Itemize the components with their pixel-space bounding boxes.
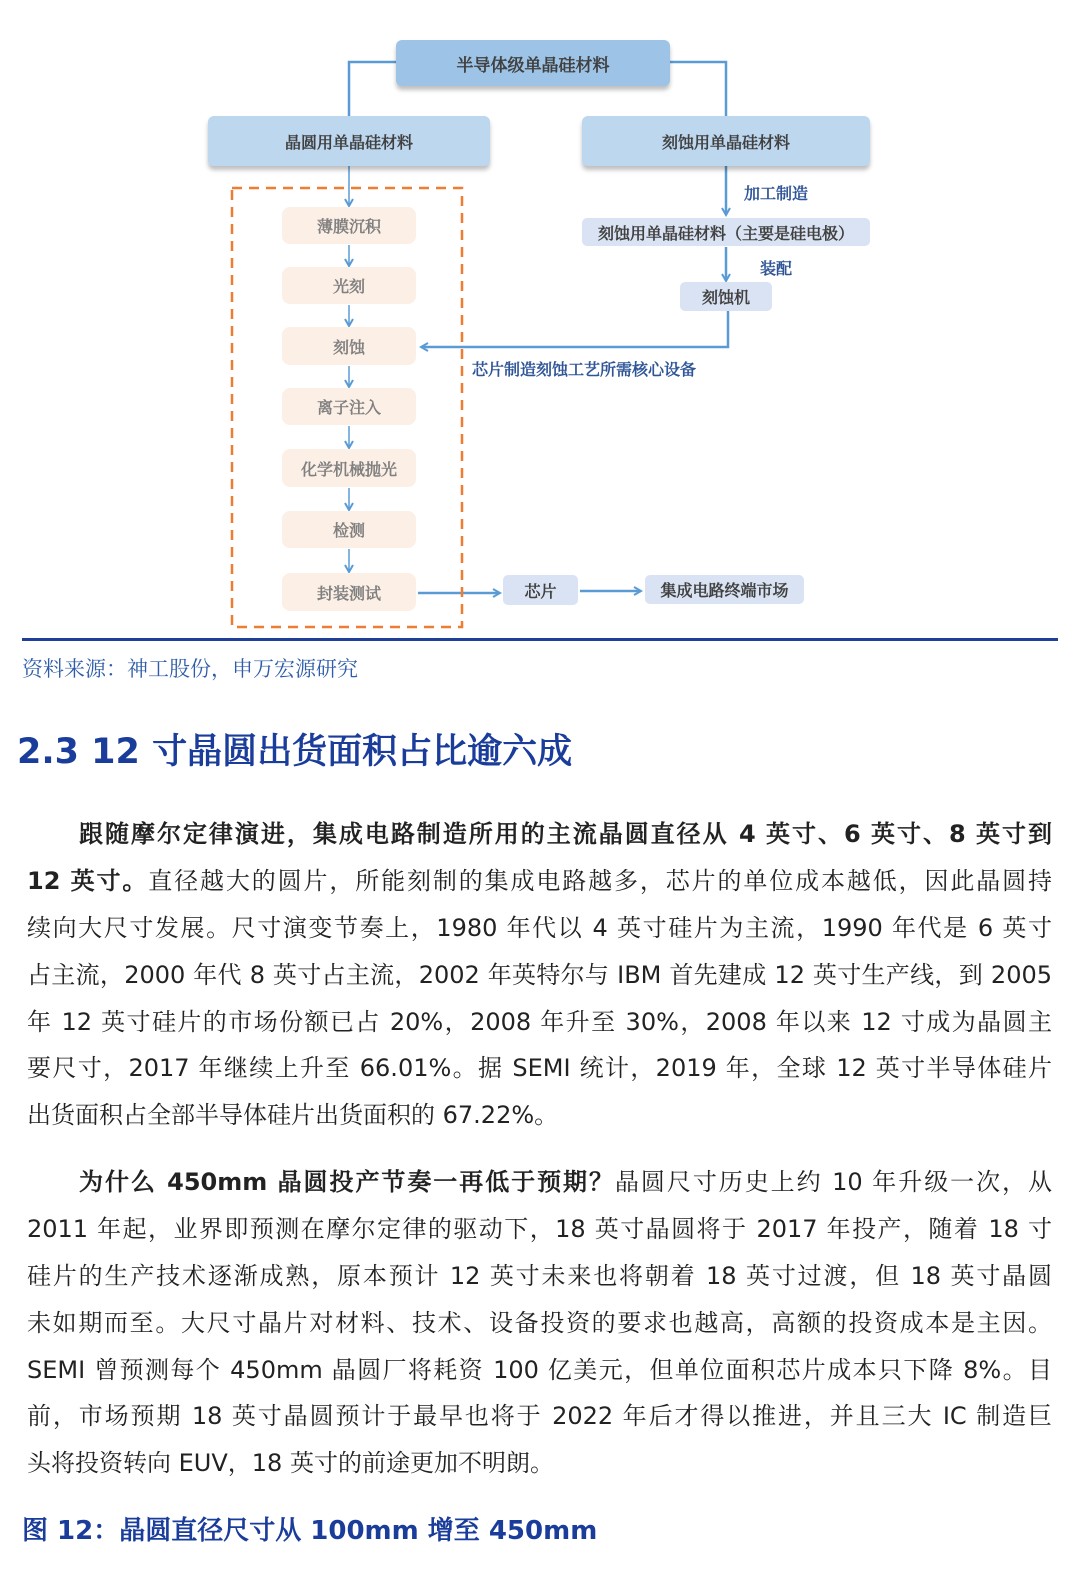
body-text: 占主流，2000 年代 8 英寸占主流，2002 年英特尔与 IBM 首先建成 12 英寸生产线，到 2005 — [27, 960, 1052, 989]
step-etch: 刻蚀 — [282, 327, 416, 365]
text-line — [27, 1253, 1052, 1300]
text-line — [27, 1300, 1052, 1347]
body-text: 未如期而至。大尺寸晶片对材料、技术、设备投资的要求也越高，高额的投资成本是主因。 — [27, 1308, 1052, 1337]
node-chip: 芯片 — [503, 575, 578, 605]
step-inspection: 检测 — [282, 511, 416, 548]
text-line — [27, 952, 1052, 999]
bold-text: 为什么 450mm 晶圆投产节奏一再低于预期？ — [79, 1168, 615, 1196]
body-text: 前，市场预期 18 英寸晶圆预计于最早也将于 2022 年后才得以推进，并且三大 IC 制造巨 — [27, 1402, 1052, 1431]
body-text: 2011 年起，业界即预测在摩尔定律的驱动下，18 英寸晶圆将于 2017 年投产，随着 18 寸 — [27, 1214, 1052, 1243]
text-line — [27, 1347, 1052, 1394]
step-thin-film: 薄膜沉积 — [282, 207, 416, 244]
diagram-connectors — [0, 0, 1080, 640]
text-line — [27, 1393, 1052, 1440]
node-semiconductor-silicon: 半导体级单晶硅材料 — [396, 40, 670, 86]
text-line — [27, 858, 1052, 905]
bold-text: 12 英寸。 — [27, 866, 149, 895]
node-wafer-silicon: 晶圆用单晶硅材料 — [208, 116, 490, 166]
body-text: 续向大尺寸发展。尺寸演变节奏上，1980 年代以 4 英寸硅片为主流，1990 年代是 6 英寸 — [27, 913, 1052, 942]
text-line — [27, 905, 1052, 952]
bold-text: 跟随摩尔定律演进，集成电路制造所用的主流晶圆直径从 4 英寸、6 英寸、8 英寸到 — [79, 820, 1052, 848]
body-text: 直径越大的圆片，所能刻制的集成电路越多，芯片的单位成本越低，因此晶圆持 — [148, 866, 1052, 895]
paragraph-2 — [27, 1159, 1052, 1487]
section-heading: 2.3 12 寸晶圆出货面积占比逾六成 — [17, 732, 573, 772]
body-text: 晶圆尺寸历史上约 10 年升级一次，从 — [614, 1168, 1052, 1196]
step-cmp: 化学机械抛光 — [282, 449, 416, 487]
source-note: 资料来源：神工股份，申万宏源研究 — [22, 657, 358, 681]
arrow-etcher-to-etch — [421, 311, 728, 347]
text-line — [27, 1159, 1052, 1206]
label-core-equipment: 芯片制造刻蚀工艺所需核心设备 — [472, 360, 697, 379]
arrow-top-right — [670, 62, 726, 124]
text-line — [27, 811, 1052, 858]
node-etch-silicon: 刻蚀用单晶硅材料 — [582, 116, 870, 166]
step-ion-implant: 离子注入 — [282, 388, 416, 425]
body-text: 要尺寸，2017 年继续上升至 66.01%。据 SEMI 统计，2019 年，全球 12 英寸半导体硅片 — [27, 1054, 1052, 1083]
step-lithography: 光刻 — [282, 267, 416, 304]
text-line — [27, 1092, 1052, 1139]
figure-caption: 图 12：晶圆直径尺寸从 100mm 增至 450mm — [22, 1516, 598, 1546]
node-ic-market: 集成电路终端市场 — [645, 575, 804, 604]
arrow-top-left — [349, 62, 396, 124]
text-line — [27, 1045, 1052, 1092]
body-text: 年 12 英寸硅片的市场份额已占 20%，2008 年升至 30%，2008 年以来 12 寸成为晶圆主 — [27, 1007, 1052, 1036]
step-packaging: 封装测试 — [282, 573, 416, 611]
node-electrode: 刻蚀用单晶硅材料（主要是硅电极） — [582, 218, 870, 246]
text-line — [27, 999, 1052, 1046]
body-text: 头将投资转向 EUV，18 英寸的前途更加不明朗。 — [27, 1449, 554, 1478]
label-assembly: 装配 — [760, 259, 793, 278]
body-text: 硅片的生产技术逐渐成熟，原本预计 12 英寸未来也将朝着 18 英寸过渡，但 18 英寸晶圆 — [27, 1261, 1052, 1290]
text-line — [27, 1206, 1052, 1253]
text-line — [27, 1440, 1052, 1487]
node-etcher: 刻蚀机 — [680, 282, 772, 311]
label-process: 加工制造 — [744, 184, 809, 203]
body-text: SEMI 曾预测每个 450mm 晶圆厂将耗资 100 亿美元，但单位面积芯片成本只下降 8%。目 — [27, 1355, 1052, 1384]
divider — [22, 638, 1058, 641]
paragraph-1 — [27, 811, 1052, 1139]
body-text: 出货面积占全部半导体硅片出货面积的 67.22%。 — [27, 1101, 559, 1130]
